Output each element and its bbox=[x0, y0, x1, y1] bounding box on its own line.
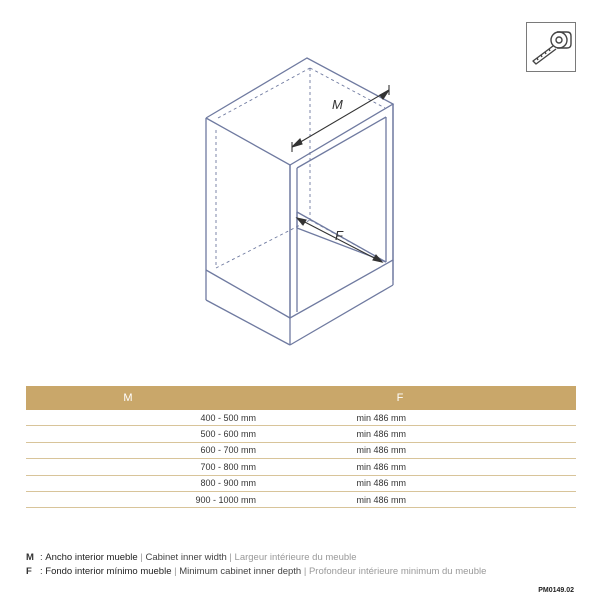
cell-f: min 486 mm bbox=[356, 494, 406, 505]
cell-f: min 486 mm bbox=[356, 461, 406, 472]
cell-m: 700 - 800 mm bbox=[200, 461, 256, 472]
legend-spanish: Ancho interior mueble bbox=[45, 551, 138, 563]
cell-f: min 486 mm bbox=[356, 429, 406, 440]
legend-key: M bbox=[26, 551, 34, 563]
legend-french: Largeur intérieure du meuble bbox=[234, 551, 357, 563]
table-row bbox=[26, 492, 576, 508]
legend-key: F bbox=[26, 565, 32, 577]
cell-f: min 486 mm bbox=[356, 412, 406, 423]
legend-prefix: : bbox=[40, 565, 43, 577]
dimension-m-label: M bbox=[332, 97, 343, 112]
cell-m: 400 - 500 mm bbox=[200, 412, 256, 423]
dimension-f-label: F bbox=[335, 228, 343, 243]
cell-f: min 486 mm bbox=[356, 445, 406, 456]
legend-english: Minimum cabinet inner depth bbox=[179, 565, 302, 577]
legend-english: Cabinet inner width bbox=[145, 551, 227, 563]
legend-line-m: M : Ancho interior mueble | Cabinet inner width | Largeur intérieure du meuble bbox=[26, 551, 357, 563]
dimensions-table bbox=[26, 386, 576, 508]
table-row bbox=[26, 410, 576, 426]
legend-prefix: : bbox=[40, 551, 43, 563]
product-code: PM0149.02 bbox=[538, 587, 574, 594]
column-header-m: M bbox=[123, 392, 133, 404]
cell-m: 800 - 900 mm bbox=[200, 478, 256, 489]
legend bbox=[26, 550, 486, 578]
legend-spanish: Fondo interior mínimo mueble bbox=[45, 565, 172, 577]
cell-m: 900 - 1000 mm bbox=[195, 494, 256, 505]
table-row bbox=[26, 443, 576, 459]
table-row bbox=[26, 459, 576, 475]
column-header-f: F bbox=[396, 392, 404, 404]
cell-f: min 486 mm bbox=[356, 478, 406, 489]
cell-m: 600 - 700 mm bbox=[200, 445, 256, 456]
table-row bbox=[26, 476, 576, 492]
legend-french: Profondeur intérieure minimum du meuble bbox=[308, 565, 487, 577]
table-row bbox=[26, 426, 576, 442]
legend-line-f: F : Fondo interior mínimo mueble | Minimum cabinet inner depth | Profondeur intérieure minimum du meuble bbox=[26, 565, 487, 577]
table-header bbox=[26, 386, 576, 410]
cell-m: 500 - 600 mm bbox=[200, 429, 256, 440]
